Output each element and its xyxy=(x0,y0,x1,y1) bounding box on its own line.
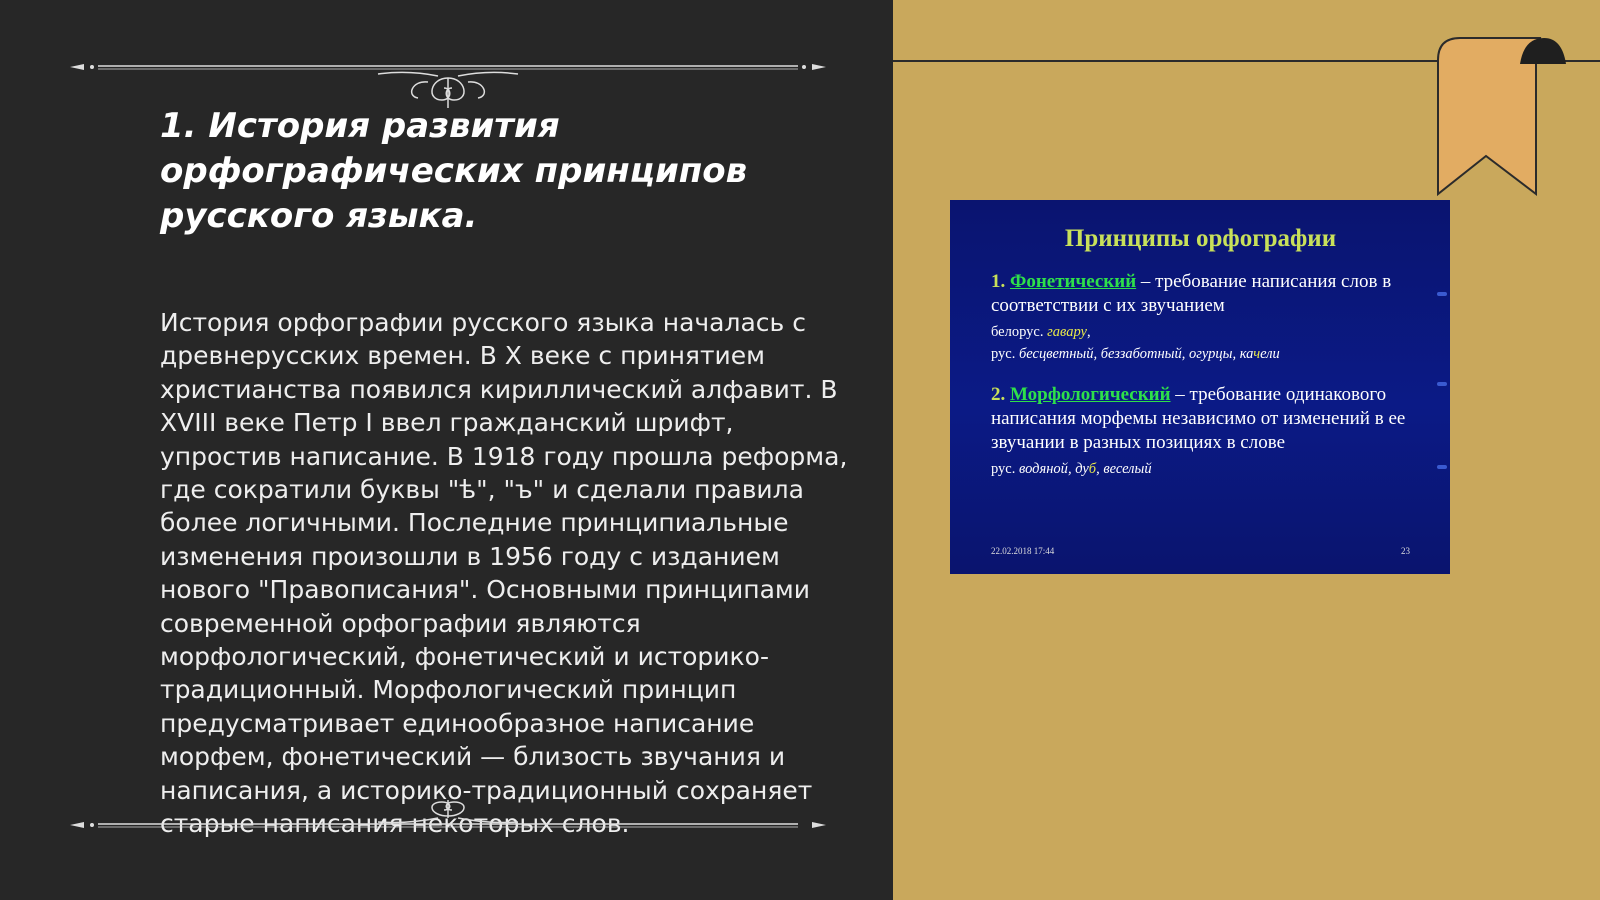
example-word-part: ду xyxy=(1075,461,1089,477)
body-paragraph: История орфографии русского языка началась с древнерусских времен. В X веке с принятием христианства появился кириллический алфавит. В XVIII веке Петр I ввел гражданский шрифт, упростив написание. В 1918 году прошла реформа, где сократили буквы "ѣ", "ъ" и сделали правила более логичными. Последние принципиальные изменения произошли в 1956 году с изданием нового "Правописания". Основными принципами современной орфографии являются морфологический, фонетический и историко-традиционный. Морфологический принцип предусматривает единообразное написание морфем, фонетический — близость звучания и написания, а историко-традиционный сохраняет старые написания некоторых слов. xyxy=(160,308,848,839)
example-russian xyxy=(991,343,1410,365)
bottom-ornament-divider xyxy=(68,800,828,850)
page-title: 1. История развития орфографических принципов русского языка. xyxy=(160,106,748,236)
principle-phonetic xyxy=(991,270,1410,318)
example-russian-morph xyxy=(991,458,1410,480)
slide-heading: Принципы орфографии xyxy=(1064,225,1337,252)
bookmark-ribbon-icon xyxy=(1420,34,1600,204)
principle-description: – требование написания слов в соответствии с их звучанием xyxy=(991,271,1392,316)
principle-term: Фонетический xyxy=(1010,271,1137,292)
example-highlight: б xyxy=(1088,461,1097,477)
example-prefix: рус. xyxy=(991,346,1019,362)
example-highlight: ч xyxy=(1253,346,1261,362)
edge-mark xyxy=(1437,382,1447,386)
example-words: бесцветный, беззаботный, огурцы, xyxy=(1019,346,1240,362)
slide-page-number: 23 xyxy=(1401,546,1410,556)
edge-mark xyxy=(1437,292,1447,296)
example-word-part: ка xyxy=(1239,346,1254,362)
slide-footer xyxy=(991,546,1410,556)
example-word: гавару xyxy=(1047,324,1087,340)
example-word: водяной xyxy=(1019,461,1068,477)
principle-term: Морфологический xyxy=(1010,384,1171,405)
embedded-slide-image xyxy=(950,200,1450,574)
example-word-part: ели xyxy=(1260,346,1280,362)
example-word: веселый xyxy=(1103,461,1152,477)
edge-mark xyxy=(1437,465,1447,469)
example-prefix: белорус. xyxy=(991,324,1048,340)
slide-date: 22.02.2018 17:44 xyxy=(991,546,1055,556)
example-belarusian xyxy=(991,321,1410,343)
example-suffix: , xyxy=(1086,324,1091,340)
principle-number: 1. xyxy=(991,271,1006,292)
principle-morphological xyxy=(991,383,1410,455)
example-prefix: рус. xyxy=(991,461,1019,477)
principle-description: – требование одинакового написания морфемы независимо от изменений в ее звучании в разных позициях в слове xyxy=(991,384,1406,453)
top-ornament-divider xyxy=(68,60,828,110)
example-separator: , xyxy=(1096,461,1104,477)
example-separator: , xyxy=(1067,461,1076,477)
principle-number: 2. xyxy=(991,384,1006,405)
